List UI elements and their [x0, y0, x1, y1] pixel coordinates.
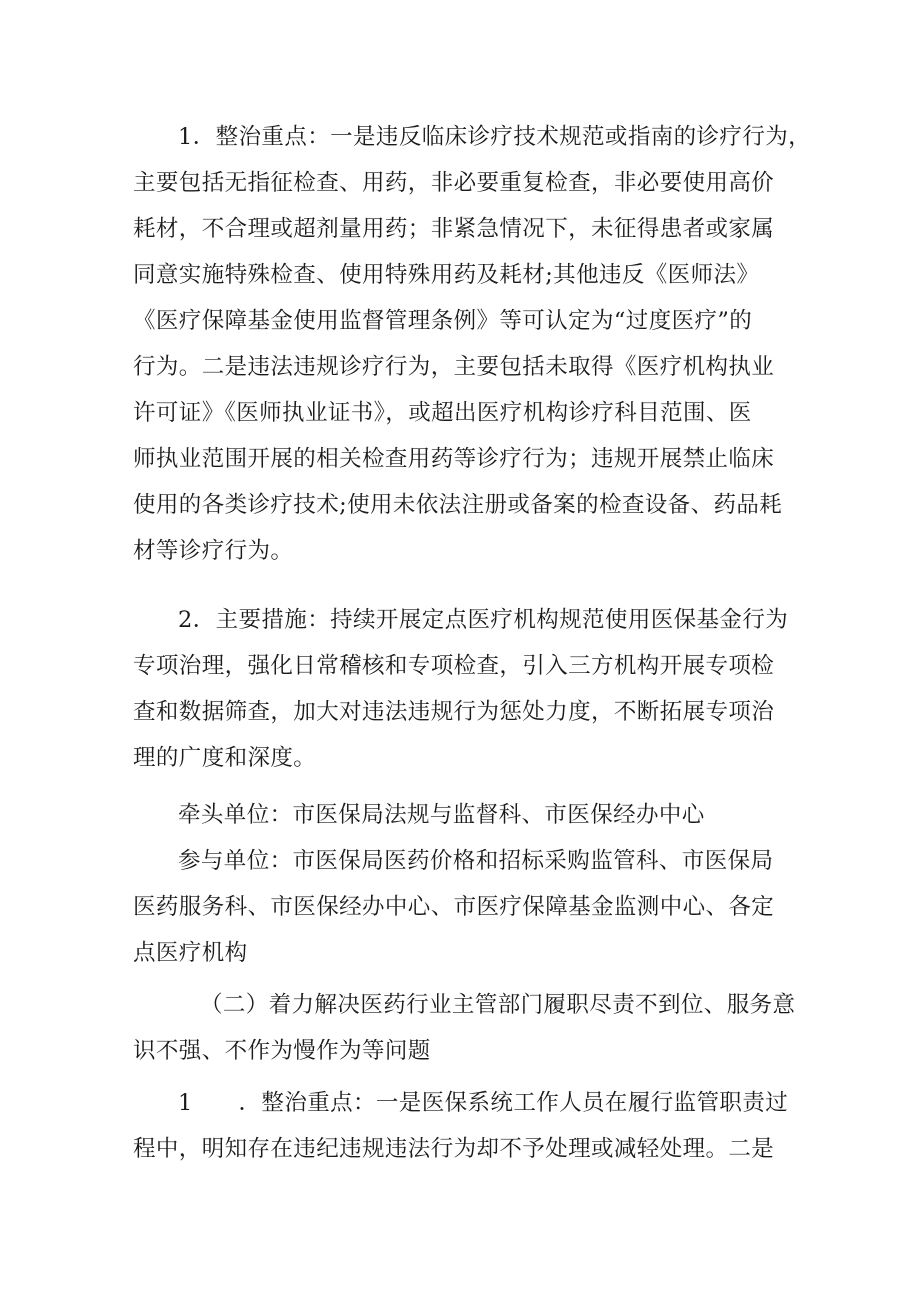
paragraph-3-line-2: 程中，明知存在违纪违规违法行为却不予处理或减轻处理。二是: [133, 1136, 775, 1162]
paragraph-2-line-3: 查和数据筛查，加大对违法违规行为惩处力度，不断拓展专项治: [133, 699, 775, 725]
participating-unit-line-1: 参与单位：市医保局医药价格和招标采购监管科、市医保局: [178, 848, 774, 874]
paragraph-1-line-2: 主要包括无指征检查、用药，非必要重复检查，非必要使用高价: [133, 170, 775, 196]
paragraph-1-line-9: 使用的各类诊疗技术;使用未依法注册或备案的检查设备、药品耗: [133, 492, 783, 518]
paragraph-2-line-4: 理的广度和深度。: [133, 745, 317, 771]
paragraph-2-line-2: 专项治理，强化日常稽核和专项检查，引入三方机构开展专项检: [133, 653, 775, 679]
participating-unit-line-2: 医药服务科、市医保经办中心、市医疗保障基金监测中心、各定: [133, 894, 775, 920]
paragraph-1-line-4: 同意实施特殊检查、使用特殊用药及耗材;其他违反《医师法》: [133, 262, 760, 288]
paragraph-1-line-8: 师执业范围开展的相关检查用药等诊疗行为；违规开展禁止临床: [133, 446, 775, 472]
section-heading-line-2: 识不强、不作为慢作为等问题: [133, 1038, 431, 1064]
paragraph-1-line-5: 《医疗保障基金使用监督管理条例》等可认定为“过度医疗”的: [133, 308, 753, 334]
paragraph-1-line-7: 许可证》《医师执业证书》，或超出医疗机构诊疗科目范围、医: [133, 400, 752, 426]
paragraph-2-line-1: 2．主要措施：持续开展定点医疗机构规范使用医保基金行为: [178, 607, 789, 633]
paragraph-1-line-3: 耗材，不合理或超剂量用药；非紧急情况下，未征得患者或家属: [133, 216, 775, 242]
paragraph-1-line-6: 行为。二是违法违规诊疗行为，主要包括未取得《医疗机构执业: [133, 354, 775, 380]
paragraph-1-line-1: 1．整治重点：一是违反临床诊疗技术规范或指南的诊疗行为，: [178, 124, 812, 150]
paragraph-1-line-10: 材等诊疗行为。: [133, 538, 294, 564]
participating-unit-line-3: 点医疗机构: [133, 940, 248, 966]
section-heading-line-1: （二）着力解决医药行业主管部门履职尽责不到位、服务意: [200, 992, 796, 1018]
lead-unit-line: 牵头单位：市医保局法规与监督科、市医保经办中心: [178, 802, 705, 828]
paragraph-3-line-1: 1 ．整治重点：一是医保系统工作人员在履行监管职责过: [178, 1090, 789, 1116]
